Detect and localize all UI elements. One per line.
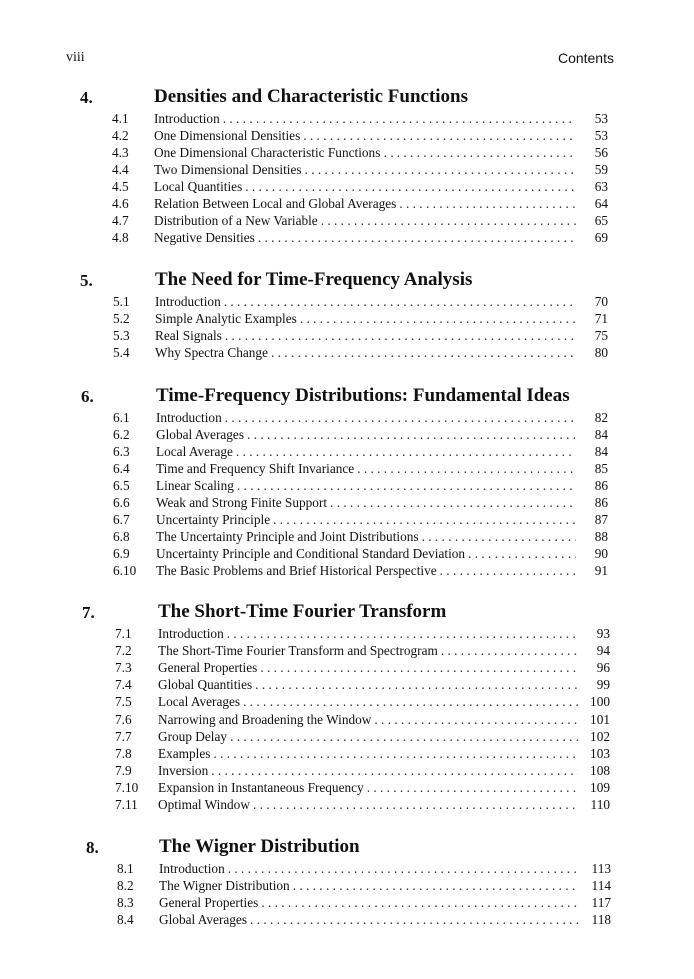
section-number: 7.10 bbox=[115, 779, 139, 795]
section-title-wrap bbox=[156, 443, 576, 460]
section-title-wrap bbox=[154, 161, 576, 178]
page-number-ref[interactable]: 71 bbox=[594, 311, 608, 326]
dot-leader bbox=[271, 344, 576, 361]
section-title-wrap bbox=[158, 745, 578, 762]
dot-leader bbox=[440, 562, 576, 579]
section-title[interactable]: Local Averages bbox=[158, 694, 241, 710]
toc-entry[interactable] bbox=[0, 212, 694, 229]
dot-leader bbox=[399, 195, 576, 212]
page-number-ref[interactable]: 70 bbox=[594, 294, 608, 309]
section-title[interactable]: General Properties bbox=[158, 660, 258, 676]
dot-leader bbox=[253, 796, 578, 813]
dot-leader bbox=[225, 327, 576, 344]
dot-leader bbox=[321, 212, 576, 229]
section-number: 4.7 bbox=[112, 213, 129, 228]
dot-leader bbox=[225, 409, 576, 426]
page-number-ref[interactable]: 82 bbox=[594, 410, 608, 425]
section-number: 6.2 bbox=[113, 427, 130, 442]
chapter-number: 6. bbox=[81, 387, 94, 406]
chapter-title[interactable]: Densities and Characteristic Functions bbox=[154, 86, 469, 107]
toc-entry[interactable] bbox=[0, 745, 694, 762]
section-title-wrap bbox=[154, 127, 576, 144]
section-title-wrap bbox=[155, 293, 576, 310]
section-title-wrap bbox=[156, 477, 576, 494]
dot-leader bbox=[357, 460, 576, 477]
section-title[interactable]: One Dimensional Densities bbox=[154, 128, 301, 143]
page-number-ref[interactable]: 109 bbox=[590, 779, 610, 795]
page-number-ref[interactable]: 108 bbox=[590, 762, 610, 778]
section-title[interactable]: Introduction bbox=[158, 626, 224, 641]
section-title[interactable]: The Uncertainty Principle and Joint Distributions bbox=[156, 529, 419, 544]
dot-leader bbox=[245, 178, 576, 195]
toc-entry[interactable] bbox=[0, 195, 694, 212]
toc-entry[interactable] bbox=[0, 426, 694, 443]
section-number: 4.8 bbox=[112, 230, 129, 245]
page-number-ref[interactable]: 100 bbox=[590, 694, 610, 710]
dot-leader bbox=[273, 511, 576, 528]
section-number: 7.9 bbox=[115, 762, 132, 778]
dot-leader bbox=[211, 762, 578, 779]
section-number: 7.1 bbox=[115, 626, 132, 641]
dot-leader bbox=[223, 110, 576, 127]
toc-entry[interactable] bbox=[0, 327, 694, 344]
page-number-ref[interactable]: 86 bbox=[594, 495, 608, 510]
section-title-wrap bbox=[156, 409, 576, 426]
toc-entry[interactable] bbox=[0, 711, 694, 728]
section-title[interactable]: Introduction bbox=[154, 111, 220, 126]
dot-leader bbox=[468, 545, 576, 562]
section-title[interactable]: Global Averages bbox=[159, 912, 248, 928]
toc-entry[interactable] bbox=[0, 494, 694, 511]
section-title-wrap bbox=[154, 229, 576, 246]
section-title-wrap bbox=[158, 642, 578, 659]
section-number: 7.7 bbox=[115, 728, 132, 744]
page-number-ref[interactable]: 110 bbox=[590, 797, 610, 812]
chapter-number: 8. bbox=[86, 838, 99, 857]
section-title[interactable]: Uncertainty Principle and Conditional Standard Deviation bbox=[156, 546, 466, 561]
page-number-ref[interactable]: 103 bbox=[590, 745, 610, 761]
toc-entry[interactable] bbox=[0, 110, 694, 127]
section-number: 4.2 bbox=[112, 128, 129, 143]
section-number: 6.4 bbox=[113, 461, 130, 476]
section-number: 5.2 bbox=[113, 311, 130, 326]
section-title-wrap bbox=[159, 911, 579, 928]
page-number-ref[interactable]: 53 bbox=[594, 111, 608, 126]
dot-leader bbox=[227, 625, 578, 642]
page-number: viii bbox=[66, 50, 85, 65]
dot-leader bbox=[305, 161, 576, 178]
section-title-wrap bbox=[158, 728, 578, 745]
toc-entry[interactable] bbox=[0, 545, 694, 562]
toc-entry[interactable] bbox=[0, 178, 694, 195]
dot-leader bbox=[374, 711, 578, 728]
page-number-ref[interactable]: 101 bbox=[590, 711, 610, 727]
dot-leader bbox=[260, 659, 578, 676]
page-number-ref[interactable]: 69 bbox=[594, 230, 608, 245]
dot-leader bbox=[397, 144, 576, 161]
section-number: 7.5 bbox=[115, 694, 132, 710]
toc-entry[interactable] bbox=[0, 229, 694, 246]
section-title[interactable]: Narrowing and Broadening the Window bbox=[158, 711, 372, 727]
chapter-number: 5. bbox=[80, 271, 93, 290]
dot-leader bbox=[261, 894, 579, 911]
section-number: 7.4 bbox=[115, 677, 132, 693]
dot-leader bbox=[250, 911, 579, 928]
section-title-wrap bbox=[156, 511, 576, 528]
toc-entry[interactable] bbox=[0, 443, 694, 460]
toc-entry[interactable] bbox=[0, 728, 694, 745]
section-number: 5.3 bbox=[113, 328, 130, 343]
section-number: 6.9 bbox=[113, 546, 130, 561]
section-title-wrap bbox=[154, 144, 576, 161]
section-title-wrap bbox=[158, 676, 578, 693]
section-number: 4.1 bbox=[112, 111, 129, 126]
section-title-wrap bbox=[155, 327, 576, 344]
section-title-wrap bbox=[159, 860, 579, 877]
section-number: 6.10 bbox=[113, 563, 137, 578]
section-title[interactable]: Distribution of a New Variable bbox=[154, 213, 318, 228]
section-title-wrap bbox=[158, 659, 578, 676]
dot-leader bbox=[367, 779, 578, 796]
chapter-title[interactable]: The Wigner Distribution bbox=[159, 836, 360, 857]
section-title[interactable]: Two Dimensional Densities bbox=[154, 162, 302, 177]
section-number: 5.4 bbox=[113, 345, 130, 360]
section-title-wrap bbox=[155, 344, 576, 361]
section-title[interactable]: Global Averages bbox=[156, 427, 245, 442]
page-number-ref[interactable]: 63 bbox=[594, 179, 608, 194]
section-title-wrap bbox=[156, 494, 576, 511]
section-title[interactable]: General Properties bbox=[159, 895, 259, 911]
section-title-wrap bbox=[156, 426, 576, 443]
dot-leader bbox=[230, 728, 578, 745]
section-number: 7.6 bbox=[115, 711, 132, 727]
section-title[interactable]: Linear Scaling bbox=[156, 478, 234, 493]
dot-leader bbox=[441, 642, 578, 659]
page-number-ref[interactable]: 53 bbox=[594, 128, 608, 143]
toc-entry[interactable] bbox=[0, 860, 694, 877]
section-title-wrap bbox=[159, 877, 579, 894]
section-title-wrap bbox=[159, 894, 579, 911]
section-title[interactable]: Time and Frequency Shift Invariance bbox=[156, 461, 355, 476]
toc-entry[interactable] bbox=[0, 642, 694, 659]
toc-entry[interactable] bbox=[0, 460, 694, 477]
page-number-ref[interactable]: 91 bbox=[594, 563, 608, 578]
section-title[interactable]: Relation Between Local and Global Averages bbox=[154, 196, 397, 211]
section-number: 8.2 bbox=[117, 878, 134, 894]
page-number-ref[interactable]: 80 bbox=[594, 345, 608, 360]
page-number-ref[interactable]: 75 bbox=[594, 328, 608, 343]
section-number: 7.8 bbox=[115, 745, 132, 761]
dot-leader bbox=[303, 127, 576, 144]
section-title[interactable]: One Dimensional Characteristic Functions . . bbox=[154, 145, 394, 160]
section-title-wrap bbox=[156, 545, 576, 562]
page-number-ref[interactable]: 96 bbox=[596, 660, 610, 676]
page-number-ref[interactable]: 87 bbox=[594, 512, 608, 527]
toc-entry[interactable] bbox=[0, 562, 694, 579]
toc-entry[interactable] bbox=[0, 911, 694, 928]
toc-entry[interactable] bbox=[0, 310, 694, 327]
section-title[interactable]: Introduction bbox=[155, 294, 221, 309]
chapter-title[interactable]: Time-Frequency Distributions: Fundamental Ideas bbox=[156, 385, 570, 406]
section-title-wrap bbox=[154, 110, 576, 127]
section-title[interactable]: The Short-Time Fourier Transform and Spectrogram bbox=[158, 643, 438, 659]
page-number-ref[interactable]: 84 bbox=[594, 427, 608, 442]
chapter-number: 7. bbox=[82, 603, 95, 622]
section-title[interactable]: Simple Analytic Examples bbox=[155, 311, 297, 326]
toc-entry[interactable] bbox=[0, 293, 694, 310]
page-number-ref[interactable]: 93 bbox=[596, 626, 610, 641]
section-number: 4.3 bbox=[112, 145, 129, 160]
toc-entry[interactable] bbox=[0, 144, 694, 161]
page-number-ref[interactable]: 117 bbox=[591, 895, 611, 911]
dot-leader bbox=[293, 877, 579, 894]
chapter-title[interactable]: The Need for Time-Frequency Analysis bbox=[155, 269, 473, 290]
page-number-ref[interactable]: 113 bbox=[591, 861, 611, 876]
dot-leader bbox=[300, 310, 576, 327]
section-number: 4.6 bbox=[112, 196, 129, 211]
section-number: 6.3 bbox=[113, 444, 130, 459]
dot-leader bbox=[213, 745, 578, 762]
section-title[interactable]: Examples bbox=[158, 745, 211, 761]
toc-entry[interactable] bbox=[0, 659, 694, 676]
page-number-ref[interactable]: 86 bbox=[594, 478, 608, 493]
section-title[interactable]: Negative Densities bbox=[154, 230, 255, 245]
page-number-ref[interactable]: 90 bbox=[594, 546, 608, 561]
toc-entry[interactable] bbox=[0, 511, 694, 528]
page-number-ref[interactable]: 84 bbox=[594, 444, 608, 459]
dot-leader bbox=[247, 426, 576, 443]
section-number: 6.1 bbox=[113, 410, 130, 425]
dot-leader bbox=[228, 860, 579, 877]
section-title-wrap bbox=[156, 562, 576, 579]
dot-leader bbox=[243, 693, 578, 710]
section-title-wrap bbox=[154, 195, 576, 212]
section-title[interactable]: Expansion in Instantaneous Frequency bbox=[158, 779, 364, 795]
section-title[interactable]: The Basic Problems and Brief Historical Perspective bbox=[156, 563, 437, 578]
section-title[interactable]: Real Signals bbox=[155, 328, 222, 343]
section-title[interactable]: Introduction bbox=[156, 410, 222, 425]
dot-leader bbox=[237, 477, 576, 494]
toc-entry[interactable] bbox=[0, 344, 694, 361]
page-number-ref[interactable]: 56 bbox=[594, 145, 608, 160]
section-title[interactable]: Global Quantities bbox=[158, 677, 253, 693]
toc-entry[interactable] bbox=[0, 625, 694, 642]
section-title[interactable]: Why Spectra Change bbox=[155, 345, 268, 360]
section-number: 8.1 bbox=[117, 861, 134, 876]
page-number-ref[interactable]: 59 bbox=[594, 162, 608, 177]
section-title[interactable]: Uncertainty Principle bbox=[156, 512, 271, 527]
section-number: 6.6 bbox=[113, 495, 130, 510]
page-number-ref[interactable]: 64 bbox=[594, 196, 608, 211]
section-number: 4.5 bbox=[112, 179, 129, 194]
section-title-wrap bbox=[155, 310, 576, 327]
toc-entry[interactable] bbox=[0, 894, 694, 911]
section-title-wrap bbox=[158, 796, 578, 813]
section-number: 8.3 bbox=[117, 895, 134, 911]
toc-entry[interactable] bbox=[0, 877, 694, 894]
page-number-ref[interactable]: 118 bbox=[591, 912, 611, 928]
chapter-title[interactable]: The Short-Time Fourier Transform bbox=[158, 601, 447, 622]
toc-entry[interactable] bbox=[0, 409, 694, 426]
section-title-wrap bbox=[158, 779, 578, 796]
toc-entry[interactable] bbox=[0, 762, 694, 779]
section-title[interactable]: Optimal Window bbox=[158, 797, 250, 812]
section-title-wrap bbox=[158, 762, 578, 779]
toc-entry[interactable] bbox=[0, 693, 694, 710]
section-title-wrap bbox=[158, 625, 578, 642]
page-number-ref[interactable]: 114 bbox=[591, 878, 611, 894]
section-title[interactable]: The Wigner Distribution bbox=[159, 878, 290, 894]
dot-leader bbox=[224, 293, 576, 310]
toc-entry[interactable] bbox=[0, 528, 694, 545]
section-title-wrap bbox=[154, 212, 576, 229]
section-title-wrap bbox=[156, 460, 576, 477]
section-title-wrap bbox=[154, 178, 576, 195]
toc-entry[interactable] bbox=[0, 161, 694, 178]
page-number-ref[interactable]: 85 bbox=[594, 461, 608, 476]
section-number: 4.4 bbox=[112, 162, 129, 177]
page-number-ref[interactable]: 88 bbox=[594, 529, 608, 544]
section-title[interactable]: Local Quantities bbox=[154, 179, 243, 194]
page-number-ref[interactable]: 102 bbox=[590, 728, 610, 744]
section-number: 7.3 bbox=[115, 660, 132, 676]
section-title[interactable]: Local Average bbox=[156, 444, 233, 459]
page-number-ref[interactable]: 99 bbox=[596, 677, 610, 693]
section-number: 8.4 bbox=[117, 912, 134, 928]
toc-entry[interactable] bbox=[0, 477, 694, 494]
dot-leader bbox=[258, 229, 576, 246]
section-title[interactable]: Weak and Strong Finite Support bbox=[156, 495, 328, 510]
section-title-wrap bbox=[158, 693, 578, 710]
section-title-wrap bbox=[156, 528, 576, 545]
dot-leader bbox=[422, 528, 576, 545]
section-number: 6.5 bbox=[113, 478, 130, 493]
section-title-wrap bbox=[158, 711, 578, 728]
section-title[interactable]: Group Delay bbox=[158, 728, 228, 744]
section-number: 7.2 bbox=[115, 643, 132, 659]
page-number-ref[interactable]: 94 bbox=[596, 643, 610, 659]
toc-entry[interactable] bbox=[0, 676, 694, 693]
dot-leader bbox=[255, 676, 578, 693]
section-number: 6.7 bbox=[113, 512, 130, 527]
running-header: Contents bbox=[557, 50, 614, 66]
dot-leader bbox=[236, 443, 576, 460]
dot-leader bbox=[330, 494, 576, 511]
section-number: 7.11 bbox=[115, 797, 138, 812]
section-number: 5.1 bbox=[113, 294, 130, 309]
section-title[interactable]: Inversion bbox=[158, 762, 209, 778]
page-number-ref[interactable]: 65 bbox=[594, 213, 608, 228]
section-title[interactable]: Introduction bbox=[159, 861, 225, 876]
toc-entry[interactable] bbox=[0, 779, 694, 796]
chapter-number: 4. bbox=[80, 88, 93, 107]
toc-entry[interactable] bbox=[0, 796, 694, 813]
toc-entry[interactable] bbox=[0, 127, 694, 144]
section-number: 6.8 bbox=[113, 529, 130, 544]
